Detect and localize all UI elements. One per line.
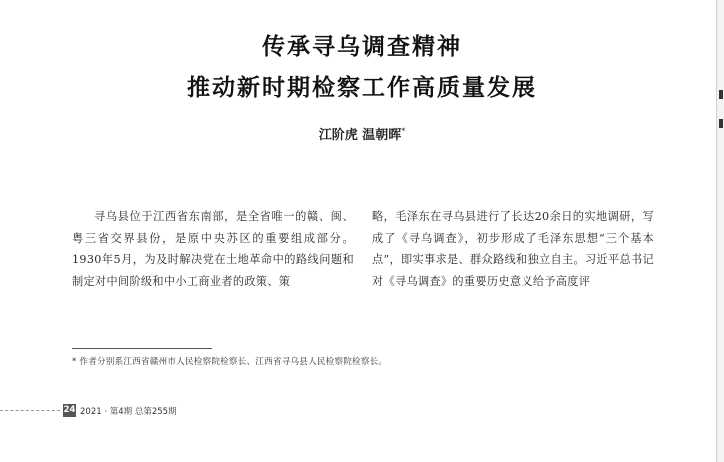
body-column-left: 寻乌县位于江西省东南部，是全省唯一的赣、闽、粤三省交界县份，是原中央苏区的重要组成部分。1930年5月，为及时解决党在土地革命中的路线问题和制定对中间阶级和中小工商业者的政策、策 bbox=[72, 210, 354, 288]
scroll-marker-icon bbox=[719, 119, 723, 128]
author-footnote-mark: * bbox=[401, 126, 406, 136]
article-title-line2: 推动新时期检察工作高质量发展 bbox=[187, 75, 537, 101]
body-column-right: 略，毛泽东在寻乌县进行了长达20余日的实地调研，写成了《寻乌调查》，初步形成了毛泽东思想“三个基本点”，即实事求是、群众路线和独立自主。习近平总书记对《寻乌调查》的重要历史意义给予高度评 bbox=[372, 210, 654, 288]
page-number: 24 bbox=[63, 405, 76, 415]
author-footnote: * 作者分别系江西省赣州市人民检察院检察长、江西省寻乌县人民检察院检察长。 bbox=[72, 357, 388, 367]
viewer-scrollbar[interactable] bbox=[716, 0, 724, 462]
issue-info: 2021 · 第4期 总第255期 bbox=[80, 407, 177, 417]
footnote-divider bbox=[72, 348, 212, 349]
scroll-marker-icon bbox=[719, 90, 723, 99]
footer-dotted-rule bbox=[0, 410, 60, 411]
article-authors bbox=[0, 124, 724, 143]
author-names: 江阶虎 温朝晖 bbox=[318, 128, 402, 143]
article-title-line1: 传承寻乌调查精神 bbox=[262, 34, 462, 60]
